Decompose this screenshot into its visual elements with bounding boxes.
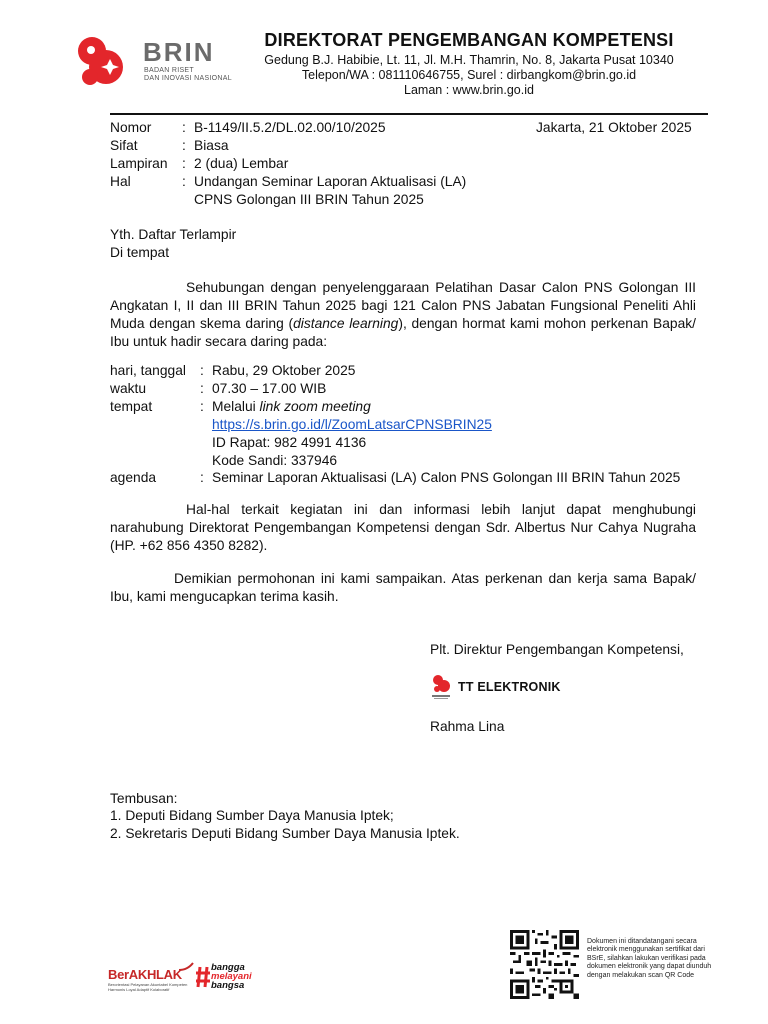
meta-label-lampiran: Lampiran [110,156,168,171]
berakhlak-swoosh-icon [178,962,194,972]
bangga-melayani-logo [196,963,256,993]
bangga-text-3: bangsa [211,980,245,991]
meta-value-nomor: B-1149/II.5.2/DL.02.00/10/2025 [194,120,386,135]
brin-logo-icon [74,33,134,88]
meeting-id: ID Rapat: 982 4991 4136 [212,435,367,450]
bangga-text-1: bangga [211,962,245,973]
meta-value-hal-line-2: CPNS Golongan III BRIN Tahun 2025 [194,192,424,207]
meeting-passcode: Kode Sandi: 337946 [212,453,338,468]
meta-sep: : [182,138,186,153]
event-label-day: hari, tanggal [110,363,186,378]
event-value-day: Rabu, 29 Oktober 2025 [212,363,356,378]
berakhlak-tagline: Berorientasi Pelayanan Akuntabel Kompeten Harmonis Loyal Adaptif Kolaboratif [108,982,188,992]
letterhead-title: DIREKTORAT PENGEMBANGAN KOMPETENSI [264,30,674,50]
cc-item: 2. Sekretaris Deputi Bidang Sumber Daya Manusia Iptek. [110,826,460,841]
berakhlak-logo: BerAKHLAK [108,967,182,982]
letterhead-address: Gedung B.J. Habibie, Lt. 11, Jl. M.H. Thamrin, No. 8, Jakarta Pusat 10340 [264,53,674,67]
paragraph-text: Demikian permohonan ini kami sampaikan. Atas perkenan dan kerja sama Bapak/ Ibu, kami mengucapkan terima kasih. [110,571,696,604]
event-value-agenda: Seminar Laporan Aktualisasi (LA) Calon PNS Golongan III BRIN Tahun 2025 [212,470,681,485]
event-value-time: 07.30 – 17.00 WIB [212,381,327,396]
meta-sep: : [182,120,186,135]
meta-label-nomor: Nomor [110,120,152,135]
logo-subtitle [144,67,232,83]
paragraph-text: Sehubungan dengan penyelenggaraan Pelatihan Dasar Calon PNS Golongan III Angkatan I, II dan III BRIN Tahun 2025 bagi 121 Calon PNS Jabatan Fungsional Peneliti Ahli Muda dengan skema daring ( [110,280,696,331]
signatory-name: Rahma Lina [430,719,505,734]
body-paragraph-3 [110,570,696,606]
recipient-line: Yth. Daftar Terlampir [110,227,237,242]
cc-title: Tembusan: [110,791,178,806]
logo-subtitle-line-1: BADAN RISET [144,67,194,74]
bangga-text-2: melayani [211,971,252,982]
paragraph-italic: distance learning [293,316,399,331]
meta-value-hal: Undangan Seminar Laporan Aktualisasi (LA) [194,174,467,189]
meta-label-hal: Hal [110,174,131,189]
meta-sep: : [182,156,186,171]
signatory-position: Plt. Direktur Pengembangan Kompetensi, [430,642,684,657]
meta-value-sifat: Biasa [194,138,229,153]
recipient-place: Di tempat [110,245,170,260]
event-label-time: waktu [110,381,147,396]
paragraph-text: Hal-hal terkait kegiatan ini dan informasi lebih lanjut dapat menghubungi narahubung Direktorat Pengembangan Kompetensi dengan Sdr. Albertus Nur Cahya Nugraha (HP. +62 856 4350 8282). [110,502,696,553]
brin-stamp-icon [430,673,454,701]
meta-value-lampiran: 2 (dua) Lembar [194,156,289,171]
event-label-agenda: agenda [110,470,157,485]
event-sep: : [200,399,204,414]
letterhead-contact: Telepon/WA : 081110646755, Surel : dirbangkom@brin.go.id [301,68,637,82]
body-paragraph-2 [110,501,696,555]
logo-subtitle-line-2: DAN INOVASI NASIONAL [144,75,232,82]
hashtag-icon [196,965,210,989]
event-sep: : [200,470,204,485]
paragraph-text: ), dengan hormat kami mohon perkenan Bapak/ Ibu untuk hadir secara daring pada: [110,316,697,349]
letter-date: Jakarta, 21 Oktober 2025 [536,120,692,135]
place-prefix: Melalui [212,399,260,414]
event-label-place: tempat [110,399,153,414]
qr-verification-note: Dokumen ini ditandatangani secara elektronik menggunakan sertifikat dari BSrE, silahkan lakukan verifikasi pada dokumen elektronik yang dapat diunduh dengan melakukan scan QR Code [587,938,712,979]
zoom-link[interactable]: https://s.brin.go.id/l/ZoomLatsarCPNSBRIN25 [212,417,492,432]
place-italic: link zoom meeting [259,399,371,414]
event-sep: : [200,381,204,396]
cc-item: 1. Deputi Bidang Sumber Daya Manusia Iptek; [110,808,394,823]
header-divider [110,113,708,115]
meta-label-sifat: Sifat [110,138,138,153]
meta-sep: : [182,174,186,189]
letterhead-website: Laman : www.brin.go.id [404,83,534,97]
body-paragraph-1 [110,279,696,351]
event-value-place [212,398,371,416]
electronic-signature-label: TT ELEKTRONIK [458,680,561,694]
logo-text: BRIN [143,37,215,67]
event-sep: : [200,363,204,378]
qr-code-icon[interactable] [510,930,579,999]
